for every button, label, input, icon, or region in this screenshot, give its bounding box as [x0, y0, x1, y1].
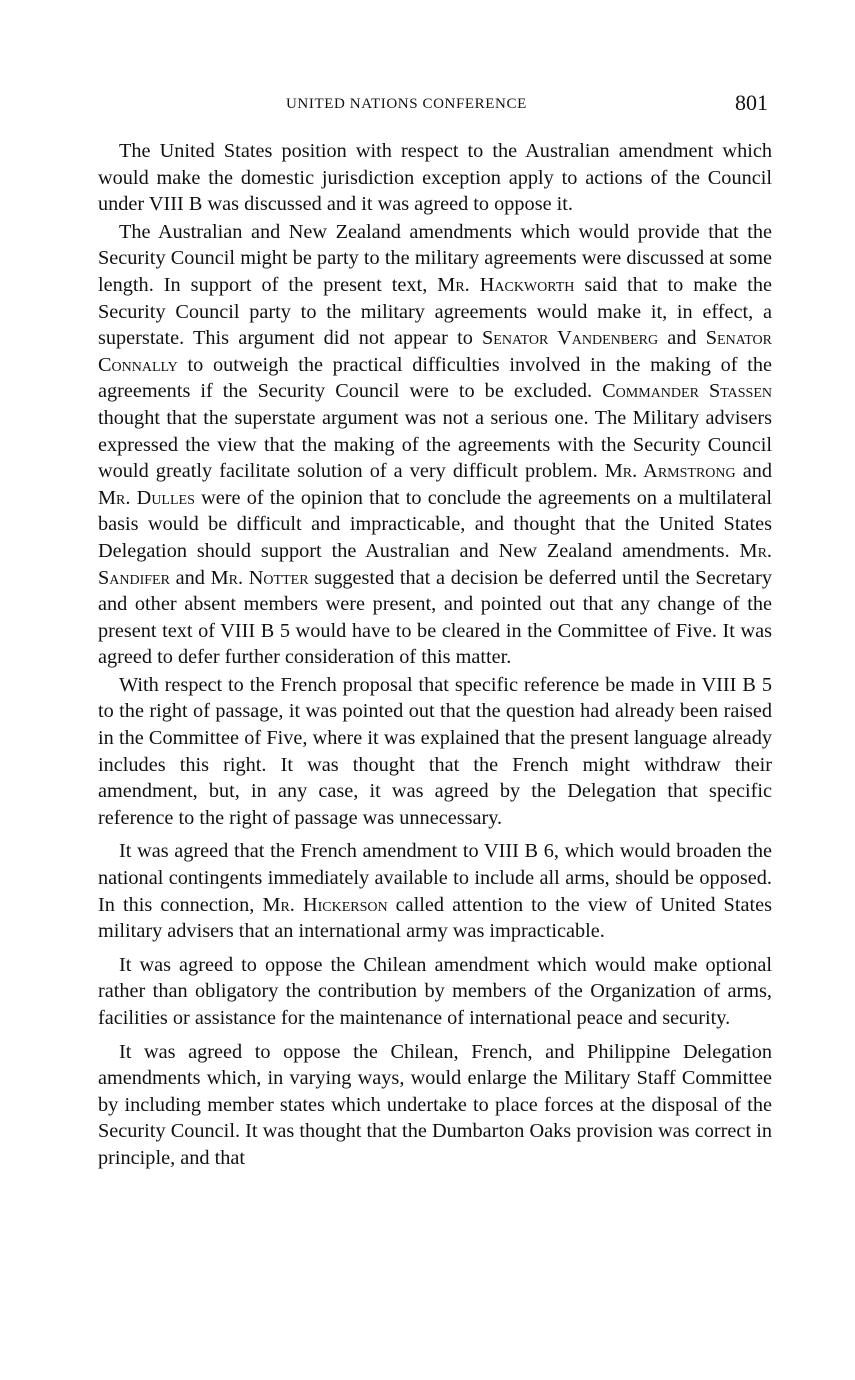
document-page: [98, 88, 772, 1173]
text-run: thought that the superstate argument was not a serious one. The Military advisers expressed the view that the making of the agreements with the Security Council would greatly facilitate solution of a very difficult problem.: [98, 406, 772, 483]
running-header: [98, 88, 772, 122]
paragraph: [98, 1039, 772, 1172]
person-name: Mr. Dulles: [98, 486, 195, 509]
text-run: and: [735, 460, 772, 483]
text-run: said that to make the Security Council party to the military agreements would make it, in effect, a superstate. This argument did not appear to: [98, 273, 773, 350]
person-name: Mr. Sandifer: [98, 539, 772, 589]
text-run: and: [658, 327, 706, 350]
running-title: UNITED NATIONS CONFERENCE: [286, 96, 527, 112]
person-name: Mr. Hickerson: [262, 893, 388, 916]
person-name: Commander Stassen: [602, 380, 772, 403]
text-run: The Australian and New Zealand amendments which would provide that the Security Council might be party to the military agreements were discussed at some length. In support of the present text,: [98, 220, 772, 296]
text-run: and: [169, 566, 211, 589]
paragraph: [98, 952, 772, 1032]
text-run: suggested that a decision be deferred until the Secretary and other absent members were present, and pointed out that any change of the present text of VIII B 5 would have to be cleared in the Committee of Five. It was agreed to defer further consideration of this matter.: [98, 566, 772, 669]
person-name: Mr. Hackworth: [437, 273, 575, 296]
paragraph: [98, 219, 772, 671]
person-name: Mr. Notter: [210, 566, 309, 589]
text-run: With respect to the French proposal that specific reference be made in VIII B 5 to the right of passage, it was pointed out that the question had already been raised in the Committee of Five, where it was explained that the present language already includes this right. It was thought that the French might withdraw their amendment, but, in any case, it was agreed by the Delegation that specific reference to the right of passage was unnecessary.: [98, 673, 772, 829]
paragraph: [98, 138, 772, 218]
page-number: 801: [735, 90, 768, 115]
text-run: It was agreed to oppose the Chilean amendment which would make optional rather than obligatory the contribution by members of the Organization of arms, facilities or assistance for the maintenance of international peace and security.: [98, 953, 772, 1029]
person-name: Mr. Armstrong: [604, 460, 736, 483]
paragraph: [98, 672, 772, 832]
text-run: called attention to the view of United States military advisers that an international army was impracticable.: [98, 893, 772, 943]
text-run: It was agreed that the French amendment to VIII B 6, which would broaden the national contingents immediately available to include all arms, should be opposed. In this connection,: [98, 840, 772, 916]
paragraph: [98, 838, 772, 944]
person-name: Senator Vandenberg: [482, 327, 659, 350]
text-run: to outweigh the practical difficulties involved in the making of the agreements if the Security Council were to be excluded.: [98, 353, 772, 403]
text-run: were of the opinion that to conclude the agreements on a multilateral basis would be difficult and impracticable, and thought that the United States Delegation should support the Australian and New Zealand amendments.: [98, 486, 772, 562]
person-name: Senator Connally: [98, 327, 772, 376]
text-run: The United States position with respect to the Australian amendment which would make the domestic jurisdiction exception apply to actions of the Council under VIII B was discussed and it was agreed to oppose it.: [98, 140, 772, 216]
text-run: It was agreed to oppose the Chilean, French, and Philippine Delegation amendments which, in varying ways, would enlarge the Military Staff Committee by including member states which undertake to place forces at the disposal of the Security Council. It was thought that the Dumbarton Oaks provision was correct in principle, and that: [98, 1040, 772, 1169]
body-text: [98, 138, 772, 1172]
